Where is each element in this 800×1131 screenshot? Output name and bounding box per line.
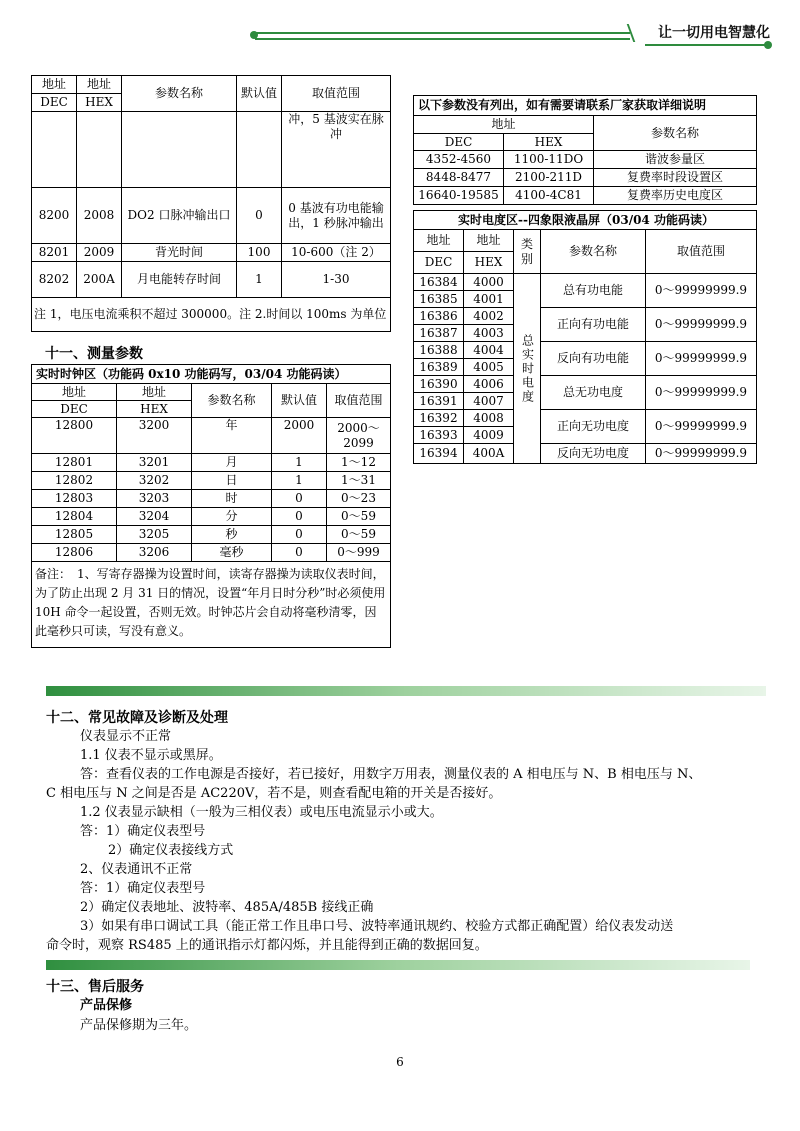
table-row: 8448-8477 2100-211D 复费率时段设置区 [414, 169, 757, 187]
col-header: HEX [77, 94, 122, 112]
col-header: HEX [117, 401, 192, 418]
header-title: 让一切用电智慧化 [658, 25, 770, 41]
table-row: 16386 4002 正向有功电能 0～99999999.9 [414, 308, 757, 325]
warranty-text: 产品保修期为三年。 [80, 1018, 198, 1033]
table-cell: 冲，5 基波实在脉冲 [282, 112, 391, 188]
table-row: 16393 4009 [414, 427, 757, 444]
text-line: 2）确定仪表接线方式 [108, 843, 234, 858]
text-line: 2、仪表通讯不正常 [80, 862, 193, 877]
table-row: 12802 3202 日 1 1～31 [32, 472, 391, 490]
text-line: C 相电压与 N 之间是否是 AC220V，若不是，则查看配电箱的开关是否接好。 [46, 786, 502, 801]
table-row: 16389 4005 [414, 359, 757, 376]
table-row: 16640-19585 4100-4C81 复费率历史电度区 [414, 187, 757, 205]
col-header: 取值范围 [646, 230, 757, 274]
col-header: 参数名称 [122, 76, 237, 112]
table-row: 16388 4004 反向有功电能 0～99999999.9 [414, 342, 757, 359]
table-row: 12805 3205 秒 0 0～59 [32, 526, 391, 544]
col-header: 地址 [414, 116, 594, 134]
col-header: 类别 [514, 230, 541, 274]
text-line: 命令时，观察 RS485 上的通讯指示灯都闪烁，并且能得到正确的数据回复。 [46, 938, 488, 953]
text-line: 仪表显示不正常 [80, 729, 172, 744]
col-header: 参数名称 [192, 384, 272, 418]
text-line: 答：1）确定仪表型号 [80, 824, 206, 839]
header-dot [250, 31, 258, 39]
table-row: 16391 4007 [414, 393, 757, 410]
col-header: 取值范围 [327, 384, 391, 418]
table-row: 8201 2009 背光时间 100 10-600（注 2） [32, 244, 391, 262]
table-row: 12804 3204 分 0 0～59 [32, 508, 391, 526]
table-row: 8202 200A 月电能转存时间 1 1-30 [32, 262, 391, 298]
col-header: 地址 [32, 384, 117, 401]
table-row: 12801 3201 月 1 1～12 [32, 454, 391, 472]
table-row: 16384 4000 总实时电度 总有功电能 0～99999999.9 [414, 274, 757, 291]
section-divider [46, 686, 766, 696]
col-header: 地址 [77, 76, 122, 94]
text-line: 答：1）确定仪表型号 [80, 881, 206, 896]
table-row: 12803 3203 时 0 0～23 [32, 490, 391, 508]
col-header: DEC [32, 401, 117, 418]
col-header: DEC [414, 252, 464, 274]
col-header: DEC [414, 134, 504, 151]
page-number: 6 [396, 1055, 404, 1069]
table-row: 16394 400A 反向无功电度 0～99999999.9 [414, 444, 757, 464]
col-header: DEC [32, 94, 77, 112]
unlisted-params-table [413, 95, 757, 205]
text-line: 1.2 仪表显示缺相（一般为三相仪表）或电压电流显示小或大。 [80, 805, 443, 820]
col-header: 默认值 [237, 76, 282, 112]
table-row: 16385 4001 [414, 291, 757, 308]
clock-table [31, 364, 391, 648]
col-header: HEX [464, 252, 514, 274]
col-header: 地址 [32, 76, 77, 94]
table-title: 以下参数没有列出，如有需要请联系厂家获取详细说明 [414, 96, 757, 116]
header-underline [645, 44, 770, 46]
col-header: 默认值 [272, 384, 327, 418]
text-line: 答：查看仪表的工作电源是否接好，若已接好，用数字万用表，测量仪表的 A 相电压与 N、B 相电压与 N、 [80, 767, 702, 782]
warranty-subtitle: 产品保修 [80, 998, 133, 1013]
col-header: 地址 [464, 230, 514, 252]
energy-table [413, 210, 757, 464]
header-rule-2 [255, 38, 630, 40]
col-header: 取值范围 [282, 76, 391, 112]
category-cell: 总实时电度 [514, 274, 541, 464]
table-row: 8200 2008 DO2 口脉冲输出口 0 0 基波有功电能输出，1 秒脉冲输出 [32, 188, 391, 244]
section-divider-2 [46, 960, 750, 970]
col-header: 参数名称 [541, 230, 646, 274]
table-row: 12800 3200 年 2000 2000～2099 [32, 418, 391, 454]
table-row: 4352-4560 1100-11DO 谐波参量区 [414, 151, 757, 169]
table-title: 实时电度区--四象限液晶屏（03/04 功能码读） [414, 211, 757, 230]
col-header: 参数名称 [594, 116, 757, 151]
col-header: HEX [504, 134, 594, 151]
table-row: 16387 4003 [414, 325, 757, 342]
table-title: 实时时钟区（功能码 0x10 功能码写，03/04 功能码读） [32, 365, 391, 384]
text-line: 3）如果有串口调试工具（能正常工作且串口号、波特率通讯规约、校验方式都正确配置）给仪表发动送 [80, 919, 674, 934]
table-note: 注 1，电压电流乘积不超过 300000。注 2.时间以 100ms 为单位 [32, 298, 391, 332]
text-line: 2）确定仪表地址、波特率、485A/485B 接线正确 [80, 900, 374, 915]
table-row: 16390 4006 总无功电度 0～99999999.9 [414, 376, 757, 393]
col-header: 地址 [117, 384, 192, 401]
table-row: 16392 4008 正向无功电度 0～99999999.9 [414, 410, 757, 427]
header-rule [255, 32, 630, 34]
section-13-title: 十三、售后服务 [46, 979, 144, 995]
header-dot-2 [764, 41, 772, 49]
section-11-title: 十一、测量参数 [45, 346, 143, 362]
section-12-title: 十二、常见故障及诊断及处理 [46, 710, 228, 726]
table-row: 12806 3206 毫秒 0 0～999 [32, 544, 391, 562]
param-table-1 [31, 75, 391, 332]
table-note: 备注： 1、写寄存器操为设置时间，读寄存器操为读取仪表时间，为了防止出现 2 月 31 日的情况，设置“年月日时分秒”时必须使用 10H 命令一起设置，否则无效。时钟芯片会自动将毫秒清零，因此毫秒只可读，写没有意义。 [32, 562, 391, 648]
col-header: 地址 [414, 230, 464, 252]
text-line: 1.1 仪表不显示或黑屏。 [80, 748, 222, 763]
